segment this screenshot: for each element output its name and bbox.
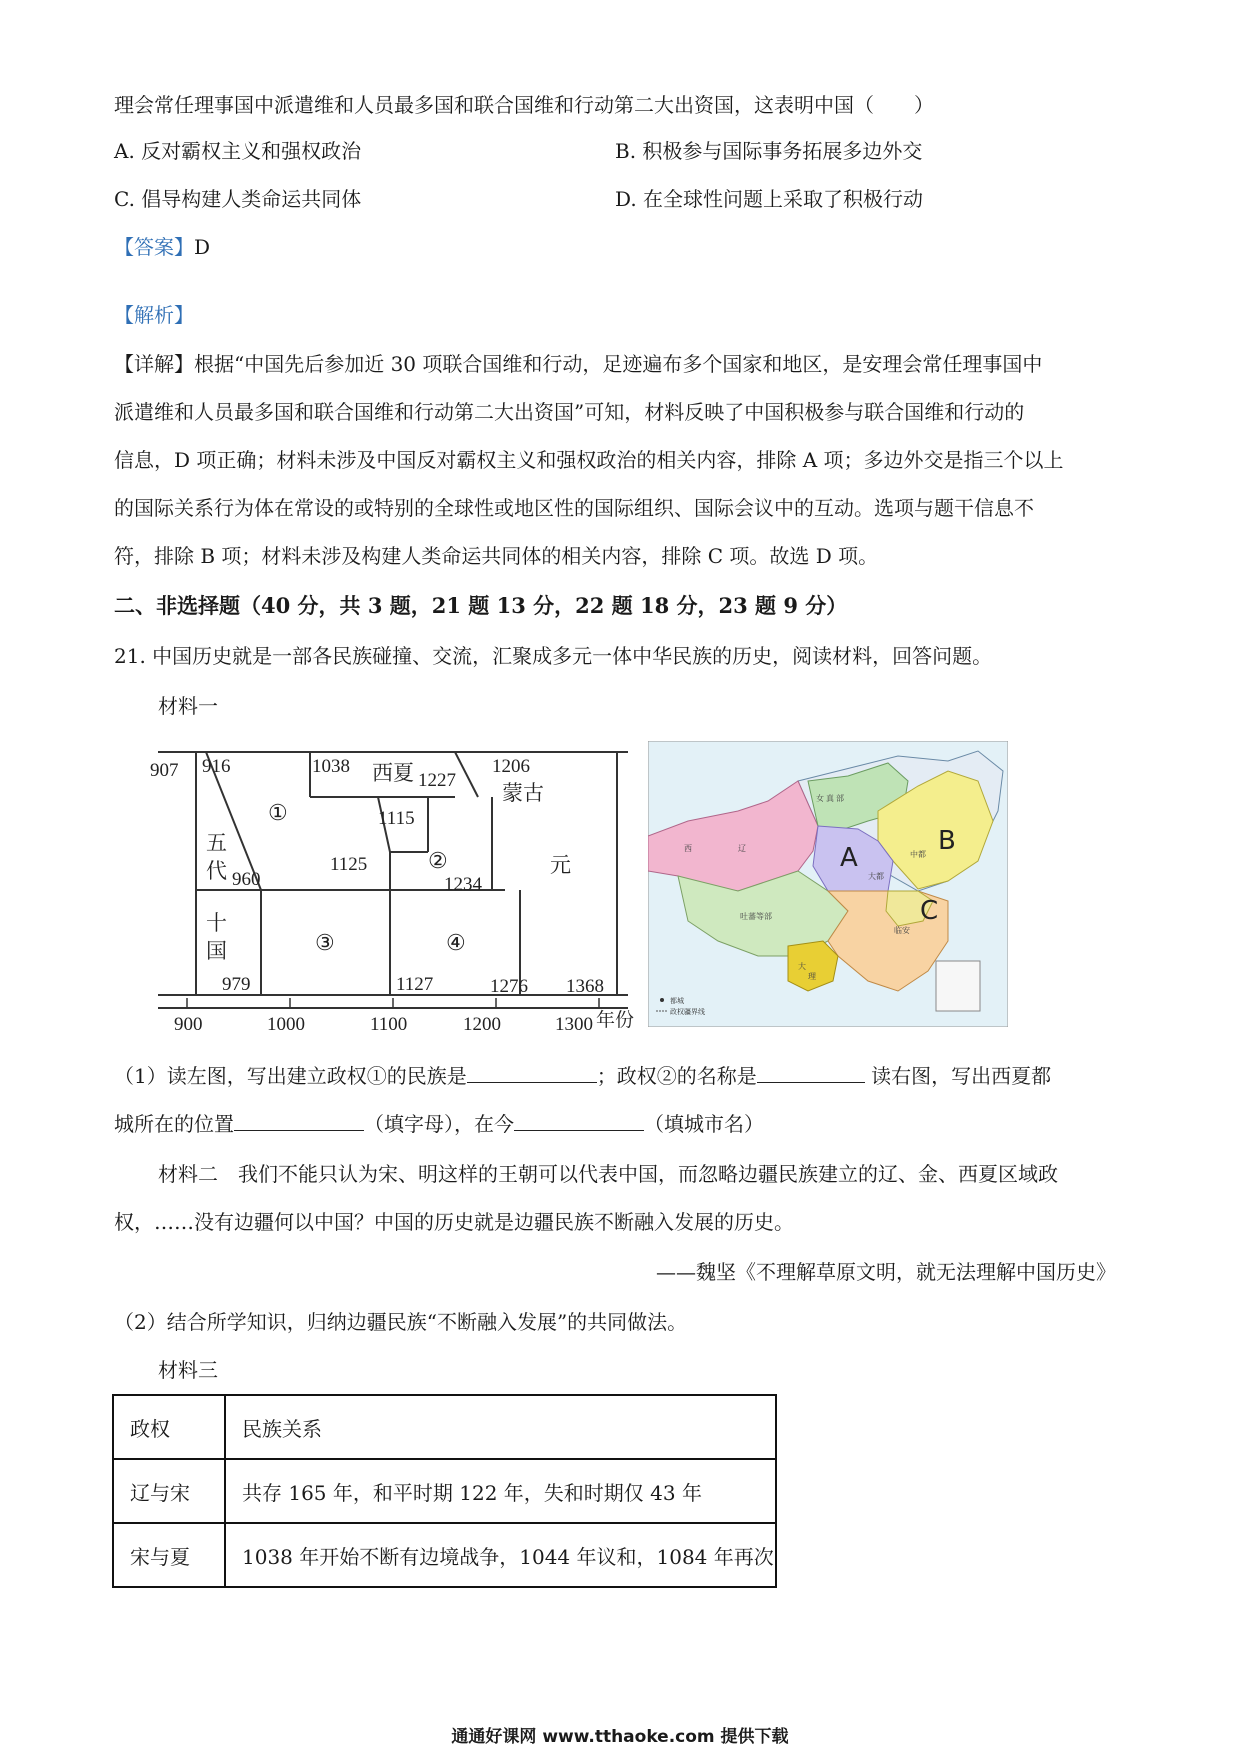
timeline-diagram <box>150 740 636 1035</box>
q1-line-1 <box>114 1062 1051 1090</box>
table-header-row <box>113 1395 776 1459</box>
label-menggu: 蒙古 <box>502 781 544 805</box>
circle-1: ① <box>268 800 288 825</box>
map-label-8: 吐蕃等部 <box>740 912 772 921</box>
detail-line-2: 派遣维和人员最多国和联合国维和行动第二大出资国”可知，材料反映了中国积极参与联合国维和行动的 <box>114 400 1025 424</box>
map-legend-border: 政权疆界线 <box>670 1008 705 1016</box>
map-label-5: 部 <box>836 794 844 803</box>
table-cell: 宋与夏 <box>113 1523 225 1587</box>
material2-source: ——魏坚《不理解草原文明，就无法理解中国历史》 <box>656 1260 1116 1284</box>
table-row <box>113 1459 776 1523</box>
circle-4: ④ <box>446 930 466 955</box>
option-a: A. 反对霸权主义和强权政治 <box>114 139 362 163</box>
answer-line <box>114 233 210 261</box>
year-1038: 1038 <box>312 756 350 777</box>
q2-text: （2）结合所学知识，归纳边疆民族“不断融入发展”的共同做法。 <box>114 1310 688 1334</box>
blank-1[interactable] <box>467 1062 597 1083</box>
label-wudai-1: 五 <box>206 831 227 855</box>
axis-unit: 年份 <box>596 1010 635 1031</box>
circle-2: ② <box>428 848 448 873</box>
label-shiguo-2: 国 <box>206 939 227 963</box>
analysis-label: 【解析】 <box>114 303 194 327</box>
year-1127: 1127 <box>396 974 434 995</box>
label-xixia: 西夏 <box>372 761 414 785</box>
option-d: D. 在全球性问题上采取了积极行动 <box>615 187 924 211</box>
detail-line-1: 【详解】根据“中国先后参加近 30 项联合国维和行动，足迹遍布多个国家和地区，是安理会常任理事国中 <box>114 352 1043 376</box>
year-1276: 1276 <box>490 976 528 997</box>
map-mark-a: A <box>840 843 858 873</box>
page-footer: 通通好课网 www.tthaoke.com 提供下载 <box>451 1727 789 1747</box>
label-shiguo-1: 十 <box>206 911 227 935</box>
detail-line-3: 信息，D 项正确；材料未涉及中国反对霸权主义和强权政治的相关内容，排除 A 项；多边外交是指三个以上 <box>114 448 1064 472</box>
year-979: 979 <box>222 974 251 995</box>
q1-text-a: （1）读左图，写出建立政权①的民族是 <box>114 1064 467 1088</box>
detail-line-5: 符，排除 B 项；材料未涉及构建人类命运共同体的相关内容，排除 C 项。故选 D 项。 <box>114 544 879 568</box>
blank-4[interactable] <box>514 1110 644 1131</box>
year-1227: 1227 <box>418 770 456 791</box>
material3-label: 材料三 <box>158 1358 218 1382</box>
map-label-4: 真 <box>826 794 834 803</box>
table-header-cell: 民族关系 <box>225 1395 776 1459</box>
map-mark-c: C <box>920 896 939 926</box>
year-907: 907 <box>150 760 179 781</box>
table-cell: 辽与宋 <box>113 1459 225 1523</box>
year-960: 960 <box>232 869 261 890</box>
q1-line-2 <box>114 1110 764 1138</box>
material2-line-1: 材料二 我们不能只认为宋、明这样的王朝可以代表中国，而忽略边疆民族建立的辽、金、西夏区域政 <box>158 1162 1058 1186</box>
label-yuan: 元 <box>550 853 571 877</box>
map-label-2: 辽 <box>738 844 746 853</box>
axis-1300: 1300 <box>555 1014 593 1035</box>
axis-1100: 1100 <box>370 1014 408 1035</box>
blank-2[interactable] <box>757 1062 865 1083</box>
map-label-7: 大都 <box>868 872 884 881</box>
map-legend-capital: 都城 <box>670 997 684 1005</box>
map-label-11: 临安 <box>894 926 910 935</box>
table-row <box>113 1523 776 1587</box>
map-label-10: 理 <box>808 972 816 981</box>
detail-line-4: 的国际关系行为体在常设的或特别的全球性或地区性的国际组织、国际会议中的互动。选项与题干信息不 <box>114 496 1034 520</box>
q1-text-c: 读右图，写出西夏都 <box>864 1064 1052 1088</box>
table-header-cell: 政权 <box>113 1395 225 1459</box>
section-title: 二、非选择题（40 分，共 3 题，21 题 13 分，22 题 18 分，23 题 9 分） <box>114 593 848 618</box>
year-916: 916 <box>202 756 231 777</box>
q21-stem: 21. 中国历史就是一部各民族碰撞、交流，汇聚成多元一体中华民族的历史，阅读材料，回答问题。 <box>114 644 993 668</box>
historical-map <box>648 741 1008 1027</box>
year-1206: 1206 <box>492 756 530 777</box>
map-label-6: 中都 <box>910 850 926 859</box>
axis-900: 900 <box>174 1014 203 1035</box>
axis-1000: 1000 <box>267 1014 305 1035</box>
map-mark-b: B <box>938 826 956 856</box>
answer-label: 【答案】 <box>114 235 194 259</box>
option-c: C. 倡导构建人类命运共同体 <box>114 187 362 211</box>
table-cell: 1038 年开始不断有边境战争，1044 年议和，1084 年再次 <box>225 1523 776 1587</box>
q1-text-f: （填城市名） <box>644 1112 764 1136</box>
label-wudai-2: 代 <box>206 859 227 883</box>
year-1234: 1234 <box>444 874 482 895</box>
map-label-9: 大 <box>798 962 806 971</box>
q1-text-b: ；政权②的名称是 <box>596 1064 757 1088</box>
map-label-1: 西 <box>684 844 692 853</box>
blank-3[interactable] <box>234 1110 364 1131</box>
q1-text-d: 城所在的位置 <box>114 1112 234 1136</box>
q1-text-e: （填字母），在今 <box>364 1112 514 1136</box>
option-b: B. 积极参与国际事务拓展多边外交 <box>615 139 923 163</box>
circle-3: ③ <box>315 930 335 955</box>
year-1368: 1368 <box>566 976 604 997</box>
year-1115: 1115 <box>378 808 415 829</box>
material2-line-2: 权，……没有边疆何以中国？中国的历史就是边疆民族不断融入发展的历史。 <box>114 1210 794 1234</box>
table-cell: 共存 165 年，和平时期 122 年，失和时期仅 43 年 <box>225 1459 776 1523</box>
answer-value: D <box>194 235 211 259</box>
material1-label: 材料一 <box>158 694 218 718</box>
relations-table <box>112 1394 777 1588</box>
axis-1200: 1200 <box>463 1014 501 1035</box>
year-1125: 1125 <box>330 854 368 875</box>
question-stem-tail: 理会常任理事国中派遣维和人员最多国和联合国维和行动第二大出资国，这表明中国（ ） <box>114 93 934 117</box>
map-label-3: 女 <box>816 794 824 803</box>
